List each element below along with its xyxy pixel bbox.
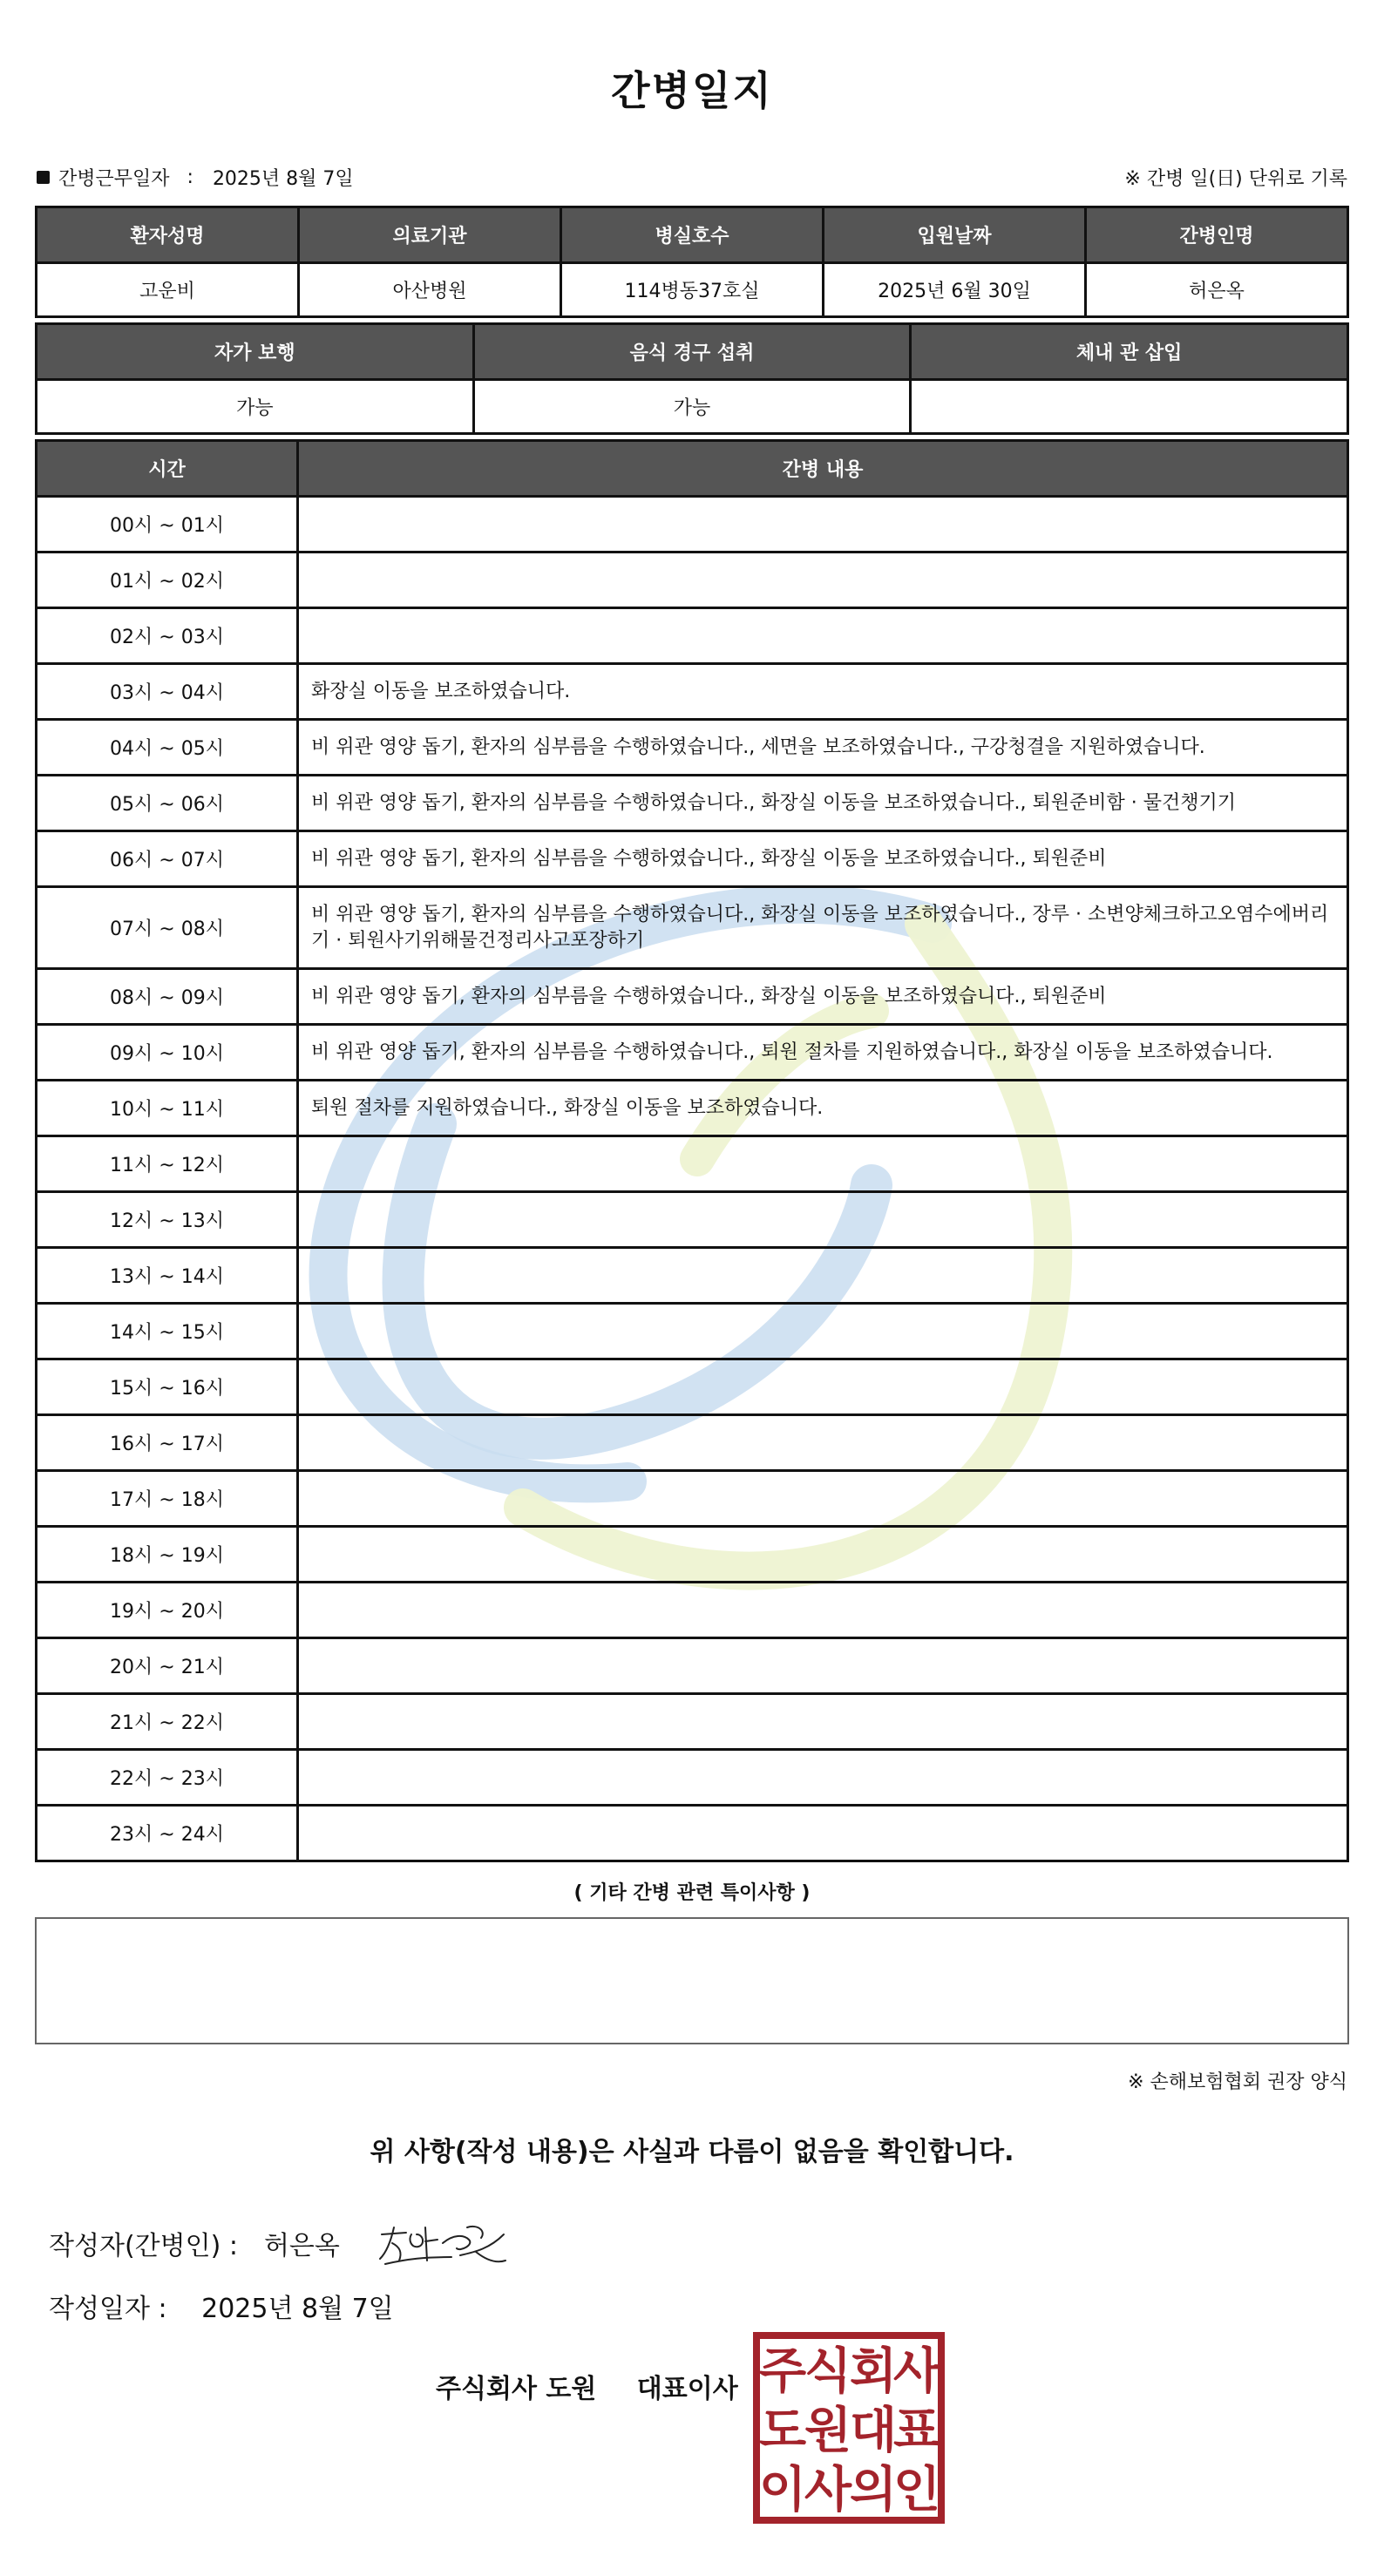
log-time-cell: 18시 ~ 19시 (37, 1527, 298, 1583)
header-care-content: 간병 내용 (298, 441, 1348, 497)
svg-text:도: 도 (758, 2403, 807, 2459)
patient-name: 고운비 (37, 263, 299, 317)
log-row (37, 776, 1348, 831)
log-row (37, 831, 1348, 887)
log-content-cell (298, 497, 1348, 552)
info-value-row (37, 263, 1348, 317)
log-header-row (37, 441, 1348, 497)
log-time-cell: 02시 ~ 03시 (37, 608, 298, 664)
log-time-cell: 15시 ~ 16시 (37, 1359, 298, 1415)
log-time-cell: 12시 ~ 13시 (37, 1192, 298, 1248)
log-row (37, 1638, 1348, 1694)
written-date-row (49, 2287, 394, 2325)
company-name: 주식회사 도원 (436, 2374, 597, 2404)
svg-text:의: 의 (849, 2462, 898, 2518)
svg-text:표: 표 (892, 2403, 941, 2459)
log-row (37, 1583, 1348, 1638)
log-row (37, 1750, 1348, 1806)
log-content-cell (298, 1304, 1348, 1359)
log-row (37, 1694, 1348, 1750)
log-row (37, 1527, 1348, 1583)
confirmation-statement: 위 사항(작성 내용)은 사실과 다름이 없음을 확인합니다. (370, 2137, 1014, 2167)
log-time-cell: 19시 ~ 20시 (37, 1583, 298, 1638)
log-content-cell: 비 위관 영양 돕기, 환자의 심부름을 수행하였습니다., 세면을 보조하였습니다., 구강청결을 지원하였습니다. (298, 720, 1348, 776)
svg-text:대: 대 (849, 2403, 898, 2459)
log-row (37, 1136, 1348, 1192)
source-note: ※ 손해보험협회 권장 양식 (1128, 2071, 1347, 2093)
log-content-cell (298, 1638, 1348, 1694)
log-time-cell: 04시 ~ 05시 (37, 720, 298, 776)
svg-text:사: 사 (892, 2343, 941, 2400)
log-row (37, 664, 1348, 720)
header-tube-insertion: 체내 관 삽입 (911, 324, 1348, 380)
patient-info-table (35, 206, 1349, 318)
svg-text:이: 이 (758, 2462, 807, 2518)
svg-text:주: 주 (758, 2343, 807, 2400)
oral-intake-value: 가능 (473, 380, 911, 434)
handwritten-signature (373, 2208, 512, 2278)
header-hospital: 의료기관 (299, 207, 561, 263)
log-content-cell (298, 552, 1348, 608)
written-date-label: 작성일자 : (49, 2294, 167, 2324)
log-row (37, 1081, 1348, 1136)
log-content-cell (298, 1136, 1348, 1192)
log-row (37, 1806, 1348, 1861)
bullet-square-icon (37, 171, 50, 184)
log-row (37, 720, 1348, 776)
hospital-name: 아산병원 (299, 263, 561, 317)
log-content-cell (298, 1583, 1348, 1638)
log-content-cell: 비 위관 영양 돕기, 환자의 심부름을 수행하였습니다., 퇴원 절차를 지원하였습니다., 화장실 이동을 보조하였습니다. (298, 1025, 1348, 1081)
document-title: 간병일지 (611, 67, 773, 114)
log-content-cell (298, 1415, 1348, 1471)
log-row (37, 1025, 1348, 1081)
log-content-cell: 비 위관 영양 돕기, 환자의 심부름을 수행하였습니다., 화장실 이동을 보조하였습니다., 장루 · 소변양체크하고오염수에버리기 · 퇴원사기위해물건정리사고포장하기 (298, 887, 1348, 969)
log-content-cell (298, 1359, 1348, 1415)
written-date-value: 2025년 8월 7일 (201, 2294, 394, 2324)
log-time-cell: 10시 ~ 11시 (37, 1081, 298, 1136)
log-time-cell: 22시 ~ 23시 (37, 1750, 298, 1806)
log-time-cell: 07시 ~ 08시 (37, 887, 298, 969)
log-time-cell: 16시 ~ 17시 (37, 1415, 298, 1471)
log-row (37, 497, 1348, 552)
header-oral-intake: 음식 경구 섭취 (473, 324, 911, 380)
status-value-row (37, 380, 1348, 434)
log-time-cell: 08시 ~ 09시 (37, 969, 298, 1025)
log-time-cell: 23시 ~ 24시 (37, 1806, 298, 1861)
header-caregiver-name: 간병인명 (1086, 207, 1348, 263)
header-time: 시간 (37, 441, 298, 497)
room-number: 114병동37호실 (561, 263, 824, 317)
log-time-cell: 20시 ~ 21시 (37, 1638, 298, 1694)
log-row (37, 1415, 1348, 1471)
caregiver-name: 허은옥 (1086, 263, 1348, 317)
info-header-row (37, 207, 1348, 263)
log-row (37, 1304, 1348, 1359)
log-time-cell: 06시 ~ 07시 (37, 831, 298, 887)
log-row (37, 1471, 1348, 1527)
patient-status-table (35, 322, 1349, 435)
log-content-cell (298, 1806, 1348, 1861)
svg-text:인: 인 (892, 2462, 941, 2518)
log-content-cell: 비 위관 영양 돕기, 환자의 심부름을 수행하였습니다., 화장실 이동을 보조하였습니다., 퇴원준비 (298, 831, 1348, 887)
writer-name: 허은옥 (263, 2231, 340, 2261)
care-log-table (35, 439, 1349, 1862)
log-row (37, 552, 1348, 608)
log-content-cell (298, 1694, 1348, 1750)
status-header-row (37, 324, 1348, 380)
log-content-cell: 비 위관 영양 돕기, 환자의 심부름을 수행하였습니다., 화장실 이동을 보조하였습니다., 퇴원준비 (298, 969, 1348, 1025)
svg-text:회: 회 (849, 2343, 898, 2400)
company-seal-stamp (751, 2330, 946, 2525)
work-date-separator: : (187, 166, 193, 188)
writer-row (49, 2224, 340, 2262)
log-time-cell: 05시 ~ 06시 (37, 776, 298, 831)
log-content-cell (298, 1471, 1348, 1527)
log-row (37, 969, 1348, 1025)
log-row (37, 608, 1348, 664)
admission-date: 2025년 6월 30일 (824, 263, 1086, 317)
header-room: 병실호수 (561, 207, 824, 263)
notes-box (35, 1917, 1349, 2044)
record-unit-note: ※ 간병 일(日) 단위로 기록 (1124, 168, 1347, 190)
work-date-label: 간병근무일자 (58, 168, 170, 190)
log-time-cell: 14시 ~ 15시 (37, 1304, 298, 1359)
log-content-cell (298, 1192, 1348, 1248)
company-signature-line (436, 2367, 738, 2405)
log-content-cell (298, 1527, 1348, 1583)
log-time-cell: 11시 ~ 12시 (37, 1136, 298, 1192)
log-content-cell: 비 위관 영양 돕기, 환자의 심부름을 수행하였습니다., 화장실 이동을 보조하였습니다., 퇴원준비함 · 물건챙기기 (298, 776, 1348, 831)
work-date-value: 2025년 8월 7일 (212, 168, 354, 190)
log-time-cell: 03시 ~ 04시 (37, 664, 298, 720)
log-content-cell (298, 1750, 1348, 1806)
log-time-cell: 00시 ~ 01시 (37, 497, 298, 552)
log-row (37, 1359, 1348, 1415)
svg-text:사: 사 (804, 2462, 852, 2518)
header-admission-date: 입원날짜 (824, 207, 1086, 263)
header-patient-name: 환자성명 (37, 207, 299, 263)
svg-text:원: 원 (804, 2403, 852, 2459)
company-representative-title: 대표이사 (636, 2374, 738, 2404)
log-content-cell: 화장실 이동을 보조하였습니다. (298, 664, 1348, 720)
log-time-cell: 09시 ~ 10시 (37, 1025, 298, 1081)
log-content-cell (298, 608, 1348, 664)
log-time-cell: 13시 ~ 14시 (37, 1248, 298, 1304)
log-time-cell: 21시 ~ 22시 (37, 1694, 298, 1750)
tube-insertion-value (911, 380, 1348, 434)
svg-text:식: 식 (804, 2343, 852, 2400)
work-date-row (37, 164, 354, 191)
log-row (37, 1192, 1348, 1248)
notes-title: ( 기타 간병 관련 특이사항 ) (573, 1882, 811, 1904)
header-self-walking: 자가 보행 (37, 324, 474, 380)
writer-label: 작성자(간병인) : (49, 2231, 238, 2261)
self-walking-value: 가능 (37, 380, 474, 434)
log-row (37, 1248, 1348, 1304)
log-time-cell: 01시 ~ 02시 (37, 552, 298, 608)
log-content-cell: 퇴원 절차를 지원하였습니다., 화장실 이동을 보조하였습니다. (298, 1081, 1348, 1136)
log-time-cell: 17시 ~ 18시 (37, 1471, 298, 1527)
log-row (37, 887, 1348, 969)
log-content-cell (298, 1248, 1348, 1304)
